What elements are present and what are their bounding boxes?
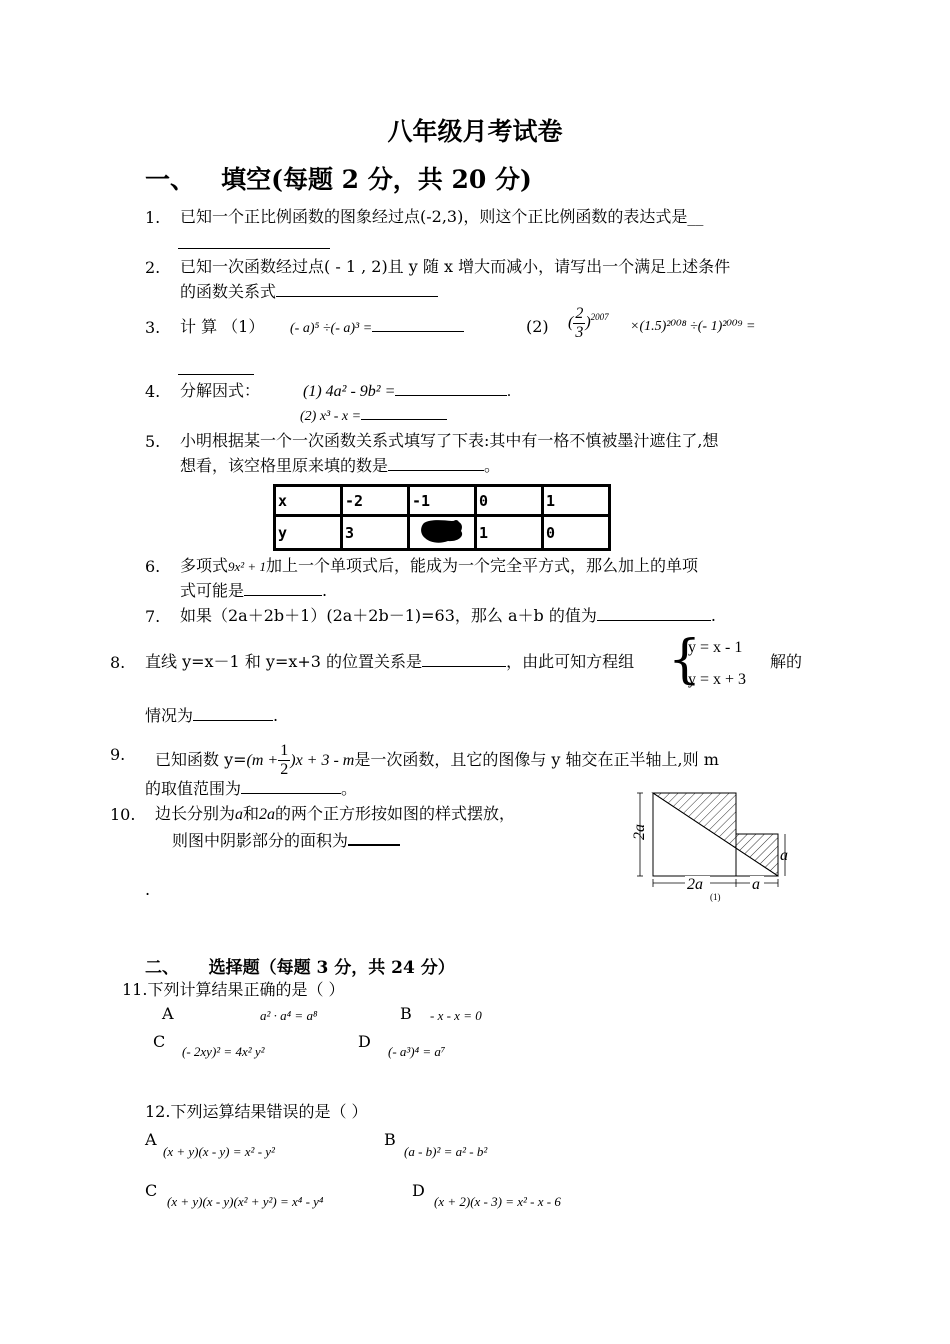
option-letter-c: C <box>145 1181 158 1200</box>
section-1-number: 一、 <box>145 165 196 194</box>
answer-blank[interactable] <box>388 454 484 471</box>
option-letter-d: D <box>412 1181 425 1200</box>
question-number: 6. <box>145 557 161 576</box>
part-2: (2) x³ - x = <box>300 403 447 429</box>
section-1-heading <box>145 160 532 196</box>
section-1-title: 填空(每题 2 分，共 20 分) <box>221 165 532 194</box>
table-cell: 3 <box>342 516 409 550</box>
table-row-x <box>275 486 610 516</box>
option-c-expression: (- 2xy)² = 4x² y² <box>182 1044 265 1059</box>
answer-blank[interactable] <box>244 579 322 596</box>
exam-title: 八年级月考试卷 <box>387 117 563 146</box>
question-number: 4. <box>145 382 161 401</box>
section-2-number: 二、 <box>145 958 179 978</box>
question-number: 2. <box>145 258 161 277</box>
question-label: 分解因式： <box>180 381 261 400</box>
answer-blank[interactable] <box>193 704 273 721</box>
option-a-expression: a² · a⁴ = a⁸ <box>260 1008 318 1023</box>
option-letter-d: D <box>358 1032 371 1051</box>
answer-blank[interactable] <box>348 828 400 846</box>
question-text: 已知函数 y=(m + $\frac{1}{2}$ )x + 3 - m是一次函数，且它的图像与 y 轴交在正半轴上,则 m <box>155 742 719 778</box>
option-b-expression: - x - x = 0 <box>430 1008 482 1023</box>
option-letter-a: A <box>145 1130 157 1149</box>
answer-blank[interactable] <box>597 604 711 621</box>
system-equation-1: y = x - 1 <box>688 639 743 656</box>
trailing-dot: . <box>145 880 151 899</box>
option-b-expression: (a - b)² = a² - b² <box>404 1144 488 1159</box>
answer-blank[interactable] <box>178 358 254 375</box>
expression-1: (- a)⁵ ÷(- a)³ = <box>290 315 464 341</box>
question-number: 9. <box>110 745 126 764</box>
system-equation-2: y = x + 3 <box>688 671 747 688</box>
question-text-line2: 想看，该空格里原来填的数是 。 <box>180 456 501 475</box>
table-cell: -2 <box>342 486 409 516</box>
question-number: 10. <box>110 805 136 824</box>
question-number: 3. <box>145 318 161 337</box>
option-letter-c: C <box>153 1032 166 1051</box>
option-d-expression: (- a³)⁴ = a⁷ <box>388 1044 446 1059</box>
question-text-after: 解的 <box>770 652 803 671</box>
question-number: 1. <box>145 208 161 227</box>
table-cell: -1 <box>409 486 476 516</box>
table-cell: x <box>275 486 342 516</box>
answer-blank[interactable] <box>395 379 507 396</box>
option-letter-b: B <box>400 1004 412 1023</box>
option-letter-b: B <box>384 1130 396 1149</box>
table-cell: 0 <box>543 516 610 550</box>
answer-blank[interactable] <box>178 232 330 249</box>
option-letter-a: A <box>162 1004 174 1023</box>
question-text-line2: 式可能是 . <box>180 581 328 600</box>
question-text: 如果（2a＋2b＋1）(2a＋2b－1)=63，那么 a＋b 的值为 . <box>180 606 716 625</box>
question-text-line2: 情况为 . <box>145 706 279 725</box>
answer-blank[interactable] <box>276 280 438 297</box>
table-cell: 1 <box>476 516 543 550</box>
answer-blank[interactable] <box>241 777 341 794</box>
table-row-y <box>275 516 610 550</box>
figure-bottom-left-label: 2a <box>687 876 703 893</box>
question-text: 直线 y=x－1 和 y=x+3 的位置关系是 ，由此可知方程组 <box>145 652 635 671</box>
expression-2-tail: ×(1.5)²⁰⁰⁸ ÷(- 1)²⁰⁰⁹ = <box>630 319 756 334</box>
question-text-line1: 已知一次函数经过点( - 1 , 2)且 y 随 x 增大而减小，请写出一个满足上述条件 <box>180 257 731 276</box>
figure-caption: (1) <box>710 892 721 902</box>
figure-bottom-right-label: a <box>752 876 760 893</box>
question-number: 5. <box>145 432 161 451</box>
answer-blank[interactable] <box>361 403 447 420</box>
question-text-line1: 边长分别为a和2a的两个正方形按如图的样式摆放， <box>155 804 516 823</box>
question-text-line2: 的取值范围为 。 <box>145 779 358 798</box>
question-text: 已知一个正比例函数的图象经过点(-2,3)，则这个正比例函数的表达式是__ <box>180 207 704 226</box>
two-squares-figure <box>630 790 810 905</box>
answer-blank[interactable] <box>422 650 506 667</box>
question-label-2: (2) <box>526 317 549 336</box>
option-d-expression: (x + 2)(x - 3) = x² - x - 6 <box>434 1194 561 1209</box>
system-brace: { <box>668 630 702 690</box>
section-2-title: 选择题（每题 3 分，共 24 分） <box>208 958 455 978</box>
question-text-line1: 小明根据某一个一次函数关系式填写了下表:其中有一格不慎被墨汁遮住了,想 <box>180 431 719 450</box>
question-label: 计 算 （1） <box>180 317 265 336</box>
question-text-line2: 的函数关系式 <box>180 280 438 304</box>
question-number: 7. <box>145 607 161 626</box>
question-text-line2: 则图中阴影部分的面积为 <box>172 828 400 853</box>
expression-2: ( $\frac{2}{3}$ )$^{2007}$ <box>568 305 609 341</box>
question-number: 8. <box>110 653 126 672</box>
question-text-line1: 多项式9x² + 1加上一个单项式后，能成为一个完全平方式，那么加上的单项 <box>180 556 698 575</box>
part-1: (1) 4a² - 9b² = . <box>303 379 511 404</box>
answer-blank[interactable] <box>372 315 464 332</box>
ink-blot-cell <box>409 516 476 550</box>
ink-blot-icon <box>412 517 472 544</box>
table-cell: y <box>275 516 342 550</box>
section-2-heading <box>145 953 455 978</box>
figure-right-label: a <box>780 847 788 864</box>
question-text: 11.下列计算结果正确的是（ ） <box>122 980 345 999</box>
table-cell: 0 <box>476 486 543 516</box>
option-a-expression: (x + y)(x - y) = x² - y² <box>163 1144 275 1159</box>
figure-left-label: 2a <box>631 824 648 840</box>
question-text: 12.下列运算结果错误的是（ ） <box>145 1102 368 1121</box>
option-c-expression: (x + y)(x - y)(x² + y²) = x⁴ - y⁴ <box>167 1194 324 1209</box>
xy-table <box>273 484 611 551</box>
table-cell: 1 <box>543 486 610 516</box>
